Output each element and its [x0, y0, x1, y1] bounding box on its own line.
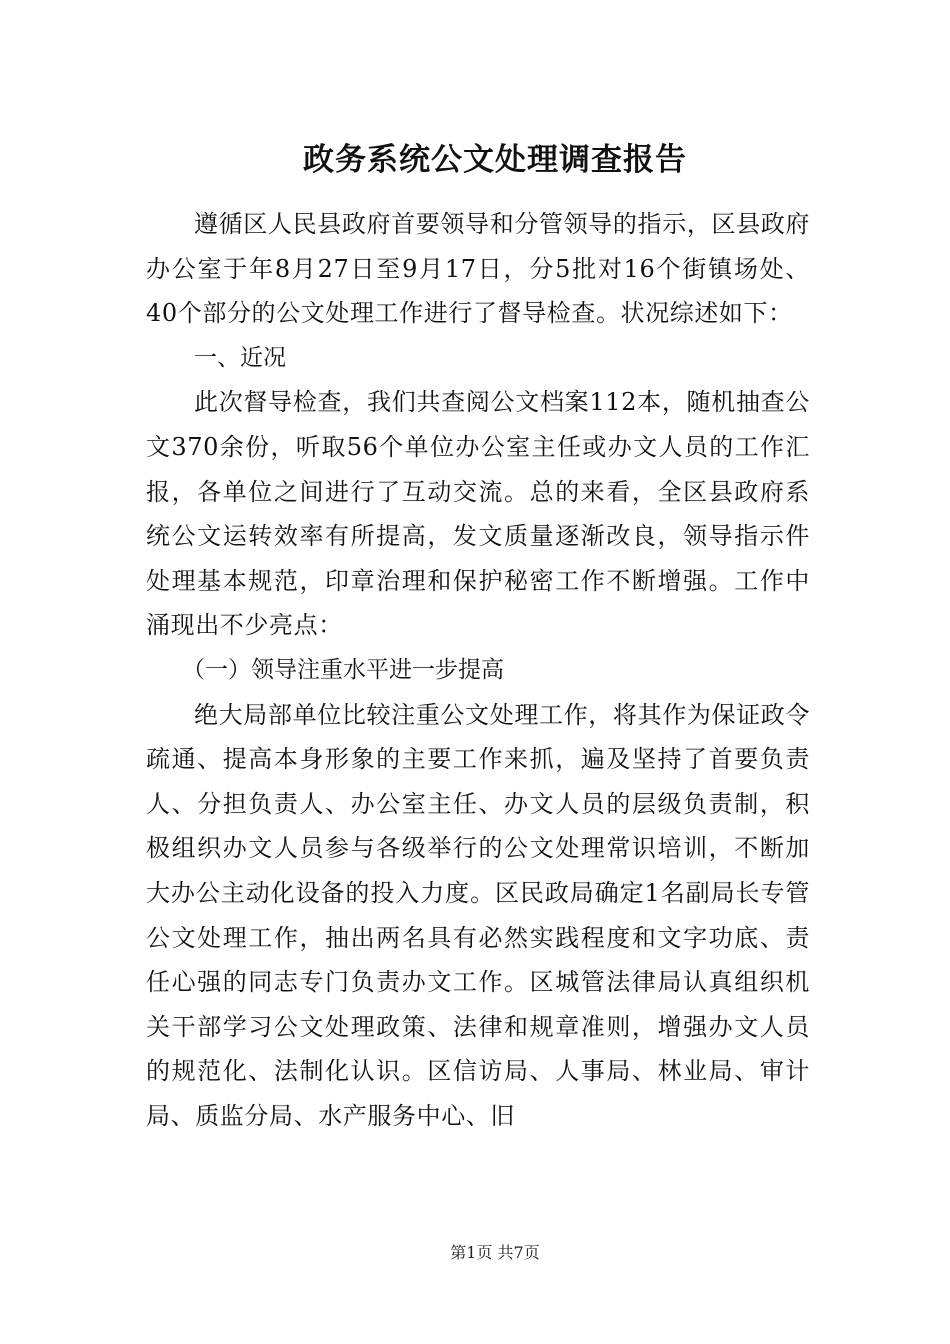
- intro-paragraph: 遵循区人民县政府首要领导和分管领导的指示，区县政府办公室于年8月27日至9月17日，分5批对16个街镇场处、40个部分的公文处理工作进行了督导检查。状况综述如下：: [146, 210, 810, 328]
- section-heading: 一、近况: [194, 344, 286, 371]
- subsection-heading: （一）领导注重水平进一步提高: [182, 656, 504, 683]
- document-title: 政务系统公文处理调查报告: [303, 142, 687, 178]
- document-body: [146, 202, 810, 1138]
- page-number-footer: 第1页 共7页: [450, 1243, 540, 1262]
- subsection-paragraph: 绝大局部单位比较注重公文处理工作，将其作为保证政令疏通、提高本身形象的主要工作来抓，遍及坚持了首要负责人、分担负责人、办公室主任、办文人员的层级负责制，积极组织办文人员参与各级举行的公文处理常识培训，不断加大办公主动化设备的投入力度。区民政局确定1名副局长专管公文处理工作，抽出两名具有必然实践程度和文字功底、责任心强的同志专门负责办文工作。区城管法律局认真组织机关干部学习公文处理政策、法律和规章准则，增强办文人员的规范化、法制化认识。区信访局、人事局、林业局、审计局、质监分局、水产服务中心、旧: [146, 700, 810, 1130]
- section-paragraph: 此次督导检查，我们共查阅公文档案112本，随机抽查公文370余份，听取56个单位办公室主任或办文人员的工作汇报，各单位之间进行了互动交流。总的来看，全区县政府系统公文运转效率有所提高，发文质量逐渐改良，领导指示件处理基本规范，印章治理和保护秘密工作不断增强。工作中涌现出不少亮点：: [146, 388, 810, 640]
